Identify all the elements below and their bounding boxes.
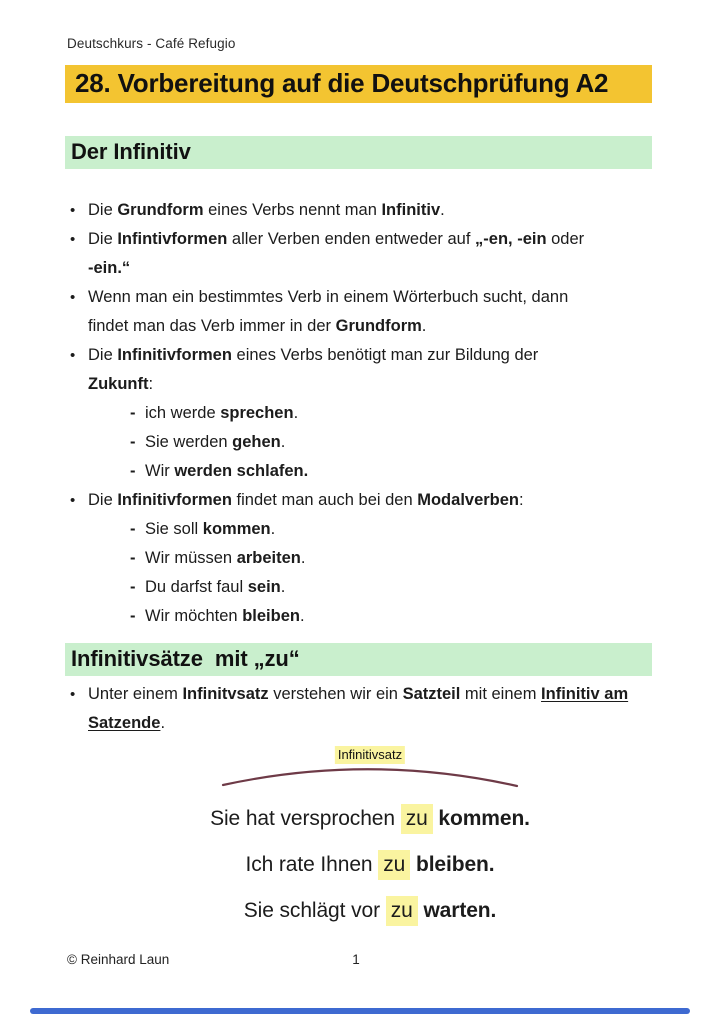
list-item: [67, 341, 680, 399]
example-sentence: Sie schlägt vor zu warten.: [10, 896, 720, 926]
list-item-text: Unter einem Infinitvsatz verstehen wir ein Satzteil mit einem Infinitiv am Satzende.: [88, 685, 629, 732]
list-item: [67, 486, 680, 515]
list-item-text: Wir werden schlafen.: [145, 462, 309, 480]
page-title: 28. Vorbereitung auf die Deutschprüfung A2: [75, 68, 609, 98]
list-item-text: Die Grundform eines Verbs nennt man Infinitiv.: [88, 201, 445, 219]
dash-marker: -: [130, 404, 136, 422]
list-item-text: Die Infintivformen aller Verben enden entweder auf „-en, -ein oder -ein.“: [88, 230, 585, 277]
dash-marker: -: [130, 462, 136, 480]
list-item: [67, 515, 680, 544]
list-item-text: ich werde sprechen.: [145, 404, 299, 422]
list-item: [67, 573, 680, 602]
bullet-marker: •: [70, 347, 76, 364]
list-item-text: Wir müssen arbeiten.: [145, 549, 306, 567]
bullet-marker: •: [70, 289, 76, 306]
list-item-text: Wir möchten bleiben.: [145, 607, 305, 625]
example-sentence: Ich rate Ihnen zu bleiben.: [10, 850, 720, 880]
list-item-text: Du darfst faul sein.: [145, 578, 286, 596]
list-item: [67, 428, 680, 457]
list-item: [67, 225, 680, 283]
page-number: 1: [352, 952, 360, 967]
section-heading-bar-infinitiv: [65, 136, 652, 169]
course-header: Deutschkurs - Café Refugio: [67, 36, 236, 51]
dash-marker: -: [130, 607, 136, 625]
arc-label: Infinitivsatz: [335, 746, 405, 764]
infinitivsaetze-list: [67, 680, 680, 738]
bullet-marker: •: [70, 231, 76, 248]
section-heading-bar-infinitivsaetze: [65, 643, 652, 676]
dash-marker: -: [130, 520, 136, 538]
dash-marker: -: [130, 549, 136, 567]
infinitiv-list: [67, 196, 680, 631]
footer-copyright: © Reinhard Laun: [67, 952, 170, 967]
list-item-text: Sie soll kommen.: [145, 520, 276, 538]
infinitivsatz-diagram: [10, 746, 720, 926]
section-heading: Der Infinitiv: [71, 139, 191, 164]
list-item-text: Wenn man ein bestimmtes Verb in einem Wörterbuch sucht, dann findet man das Verb immer in der Grundform.: [88, 288, 569, 335]
example-sentence: Sie hat versprochen zu kommen.: [10, 804, 720, 834]
dash-marker: -: [130, 578, 136, 596]
bullet-marker: •: [70, 686, 76, 703]
list-item-text: Sie werden gehen.: [145, 433, 286, 451]
list-item: [67, 680, 680, 738]
bullet-marker: •: [70, 202, 76, 219]
list-item: [67, 544, 680, 573]
list-item: [67, 283, 680, 341]
arc-annotation: [220, 746, 520, 788]
list-item-text: Die Infinitivformen findet man auch bei den Modalverben:: [88, 491, 524, 509]
section-heading: Infinitivsätze mit „zu“: [71, 646, 300, 671]
title-highlight-bar: [65, 65, 652, 103]
footer-rule-bar: [30, 1008, 690, 1014]
bullet-marker: •: [70, 492, 76, 509]
list-item: [67, 457, 680, 486]
list-item: [67, 399, 680, 428]
list-item: [67, 196, 680, 225]
dash-marker: -: [130, 433, 136, 451]
list-item-text: Die Infinitivformen eines Verbs benötigt man zur Bildung der Zukunft:: [88, 346, 539, 393]
list-item: [67, 602, 680, 631]
